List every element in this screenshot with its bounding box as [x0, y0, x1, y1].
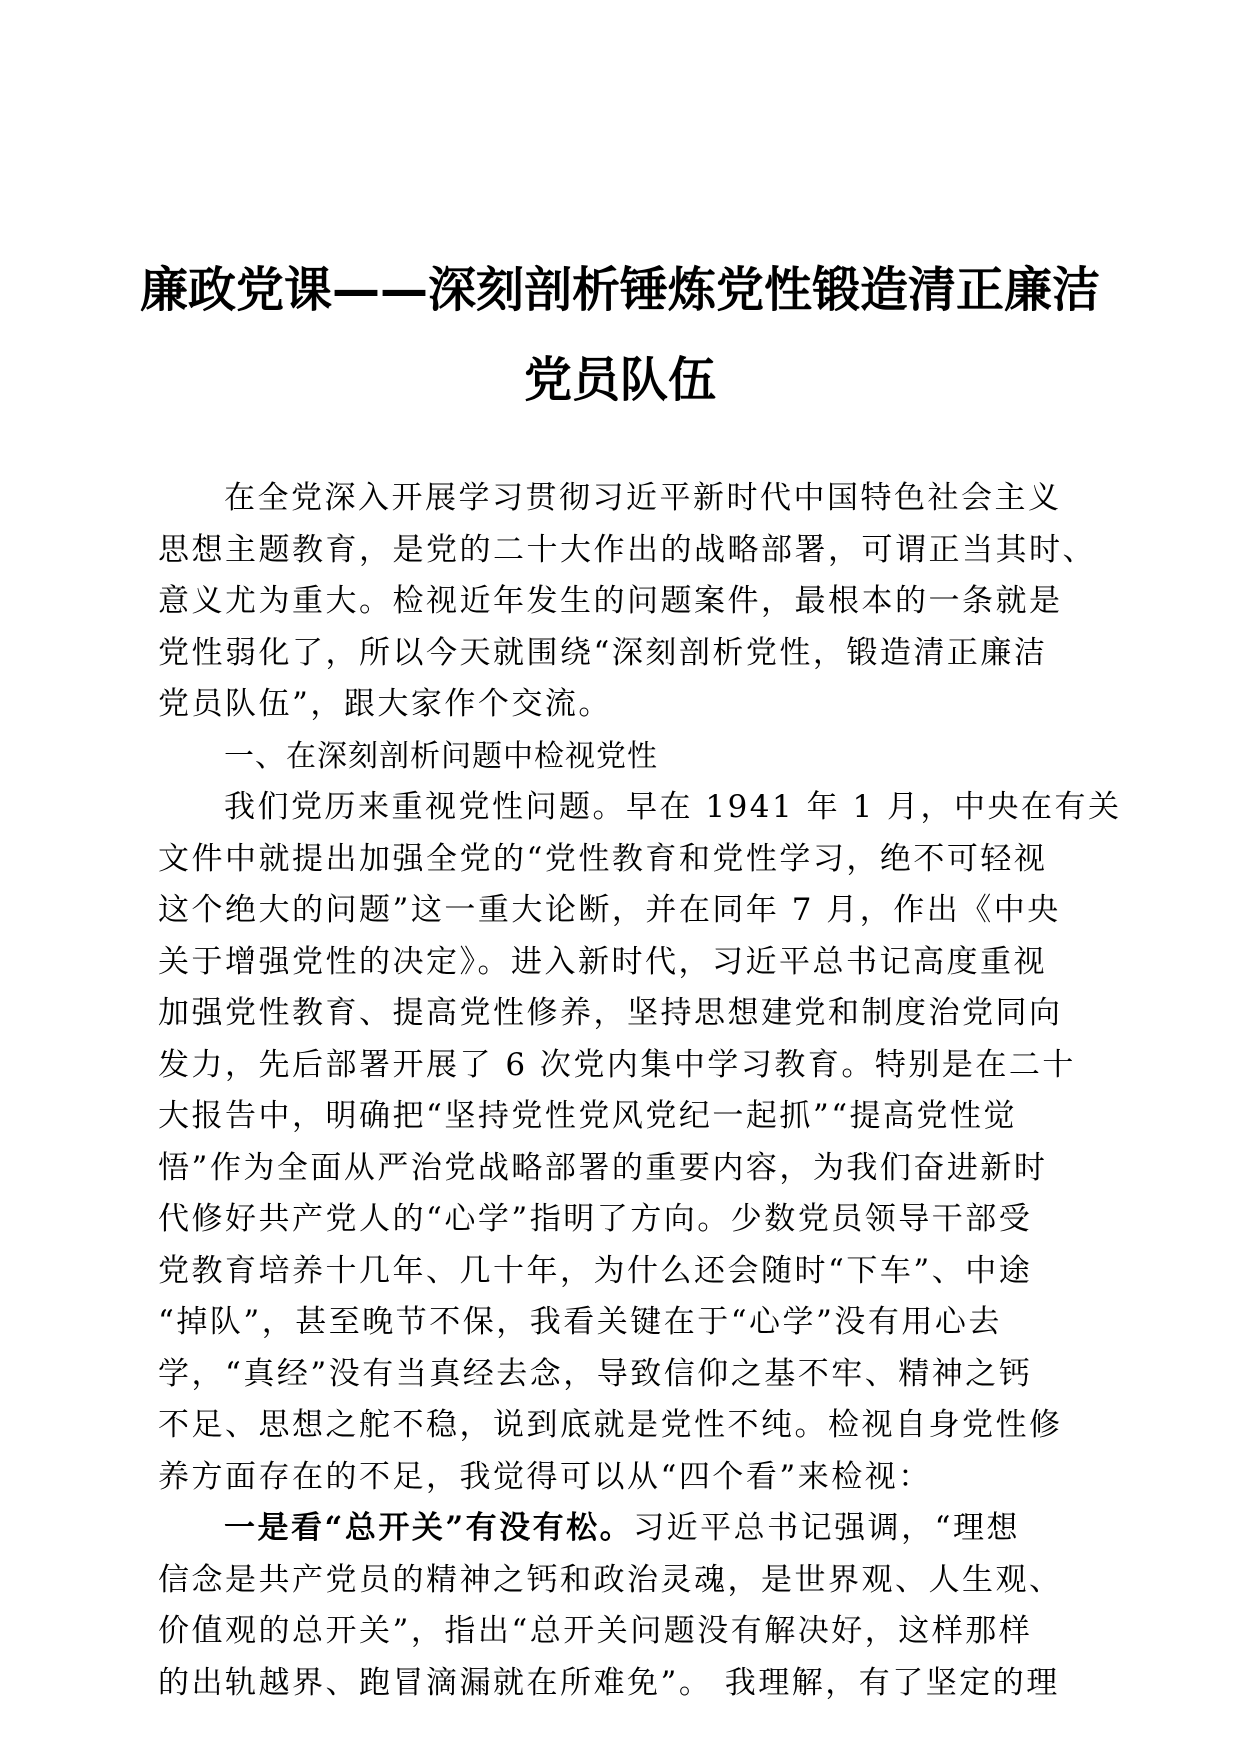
paragraph-line: 学，“真经”没有当真经去念，导致信仰之基不牢、精神之钙 [158, 1355, 1033, 1392]
paragraph-line: 代修好共产党人的“心学”指明了方向。少数党员领导干部受 [158, 1201, 1033, 1237]
point-one-line [158, 1503, 1082, 1555]
document-title-line-1: 廉政党课——深刻剖析锤炼党性锻造清正廉洁 [139, 262, 1100, 318]
paragraph-line: 发力，先后部署开展了 6 次党内集中学习教育。特别是在二十 [158, 1046, 1076, 1083]
paragraph-line: 关于增强党性的决定》。进入新时代，习近平总书记高度重视 [158, 943, 1047, 980]
paragraph-line: 加强党性教育、提高党性修养，坚持思想建党和制度治党同向 [158, 995, 1063, 1031]
paragraph-line: 价值观的总开关”，指出“总开关问题没有解决好，这样那样 [158, 1613, 1033, 1649]
document-title-line-2: 党员队伍 [523, 352, 716, 408]
paragraph-line: 我们党历来重视党性问题。早在 1941 年 1 月，中央在有关 [224, 789, 1122, 825]
paragraph-line: 养方面存在的不足，我觉得可以从“四个看”来检视： [158, 1458, 932, 1495]
point-one-heading: 一是看“总开关”有没有松。 [224, 1510, 634, 1546]
paragraph-line: 悟”作为全面从严治党战略部署的重要内容，为我们奋进新时 [158, 1149, 1048, 1186]
paragraph-line: 意义尤为重大。检视近年发生的问题案件，最根本的一条就是 [158, 583, 1063, 619]
paragraph-line: 党性弱化了，所以今天就围绕“深刻剖析党性，锻造清正廉洁 [158, 634, 1048, 671]
point-one-text: 习近平总书记强调，“理想 [633, 1510, 1021, 1546]
paragraph-line: 文件中就提出加强全党的“党性教育和党性学习，绝不可轻视 [158, 840, 1048, 877]
paragraph-line: 思想主题教育，是党的二十大作出的战略部署，可谓正当其时、 [158, 531, 1096, 568]
document-body [158, 473, 1122, 1709]
paragraph-line: “掉队”，甚至晚节不保，我看关键在于“心学”没有用心去 [158, 1304, 1002, 1340]
paragraph-line: 大报告中，明确把“坚持党性党风党纪一起抓”“提高党性觉 [158, 1098, 1018, 1134]
paragraph-line: 这个绝大的问题”这一重大论断，并在同年 7 月，作出《中央 [158, 892, 1061, 928]
paragraph-line: 不足、思想之舵不稳，说到底就是党性不纯。检视自身党性修 [158, 1407, 1063, 1443]
paragraph-line: 信念是共产党员的精神之钙和政治灵魂，是世界观、人生观、 [158, 1561, 1063, 1598]
section-heading: 一、在深刻剖析问题中检视党性 [224, 738, 658, 774]
paragraph-line: 在全党深入开展学习贯彻习近平新时代中国特色社会主义 [224, 480, 1062, 516]
paragraph-line: 党教育培养十几年、几十年，为什么还会随时“下车”、中途 [158, 1252, 1033, 1289]
paragraph-line: 的出轨越界、跑冒滴漏就在所难免”。 我理解，有了坚定的理 [158, 1664, 1060, 1701]
paragraph-line: 党员队伍”，跟大家作个交流。 [158, 686, 612, 722]
